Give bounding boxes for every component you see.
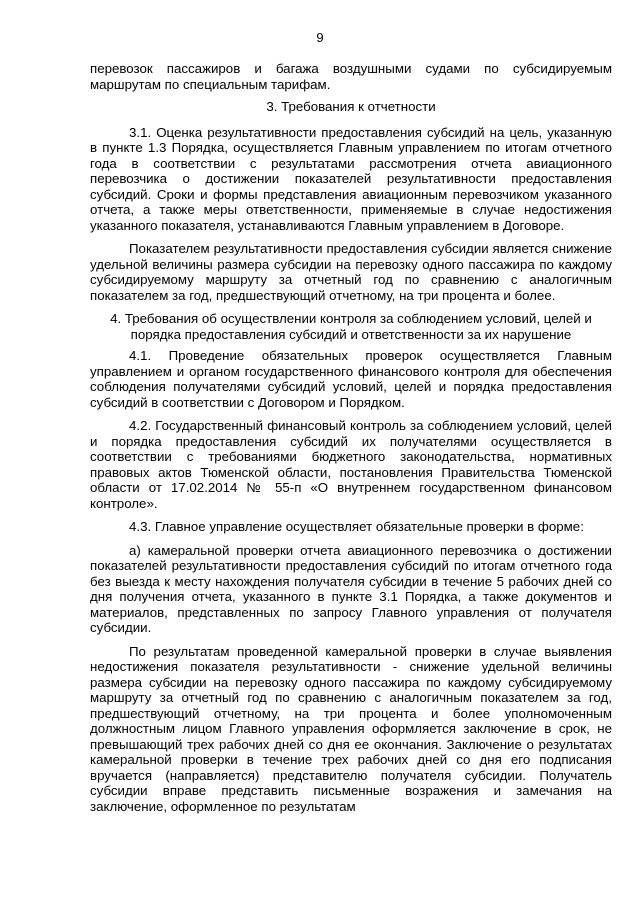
paragraph-4-1: 4.1. Проведение обязательных проверок осуществляется Главным управлением и органом государственного финансового контроля для обеспечения соблюдения получателями субсидий условий, целей и порядка предоставления субсидий в соответствии с Договором и Порядком. — [90, 348, 612, 410]
paragraph-4-2: 4.2. Государственный финансовый контроль за соблюдением условий, целей и порядка предоставления субсидий их получателями осуществляется в соответствии с требованиями бюджетного законодательства, нормативных правовых актов Тюменской области, постановления Правительства Тюменской области от 17.02.2014 № 55-п «О внутреннем государственном финансовом контроле». — [90, 418, 612, 511]
section-3-heading: 3. Требования к отчетности — [266, 99, 436, 114]
paragraph-4-3: 4.3. Главное управление осуществляет обязательные проверки в форме: — [129, 519, 584, 534]
paragraph-4-3-a: а) камеральной проверки отчета авиационного перевозчика о достижении показателей результативности предоставления субсидий по итогам отчетного года без выезда к месту нахождения получателя субсидии в течение 5 рабочих дней со дня получения отчета, указанного в пункте 3.1 Порядка, а также документов и материалов, представленных по запросу Главного управления от получателя субсидии. — [90, 542, 612, 635]
document-body — [90, 61, 612, 814]
paragraph-4-3-result: По результатам проведенной камеральной проверки в случае выявления недостижения показателя результативности - снижение удельной величины размера субсидии на перевозку одного пассажира по каждому субсидируемому маршруту за отчетный год по сравнению с аналогичным показателем за год, предшествующий отчетному, на три процента и более уполномоченным должностным лицом Главного управления оформляется заключение в срок, не превышающий трех рабочих дней со дня ее окончания. Заключение о результатах камеральной проверки в течение трех рабочих дней со дня его подписания вручается (направляется) представителю получателя субсидии. Получатель субсидии вправе представить письменные возражения и замечания на заключение, оформленное по результатам — [90, 643, 612, 814]
section-4-heading: 4. Требования об осуществлении контроля за соблюдением условий, целей и порядка предоставления субсидий и ответственности за их нарушение — [110, 311, 592, 342]
paragraph-3-1-indicator: Показателем результативности предоставления субсидии является снижение удельной величины размера субсидии на перевозку одного пассажира по каждому субсидируемому маршруту за отчетный год по сравнению с аналогичным показателем за год, предшествующий отчетному, на три процента и более. — [90, 241, 612, 303]
page-number: 9 — [316, 30, 324, 45]
intro-paragraph: перевозок пассажиров и багажа воздушными судами по субсидируемым маршрутам по специальным тарифам. — [90, 61, 612, 92]
paragraph-3-1: 3.1. Оценка результативности предоставления субсидий на цель, указанную в пункте 1.3 Порядка, осуществляется Главным управлением по итогам отчетного года в соответствии с результатами рассмотрения отчета авиационного перевозчика о достижении показателей результативности предоставления субсидий. Сроки и формы представления авиационным перевозчиком указанного отчета, а также меры ответственности, применяемые в случае недостижения указанного показателя, устанавливаются Главным управлением в Договоре. — [90, 124, 612, 233]
